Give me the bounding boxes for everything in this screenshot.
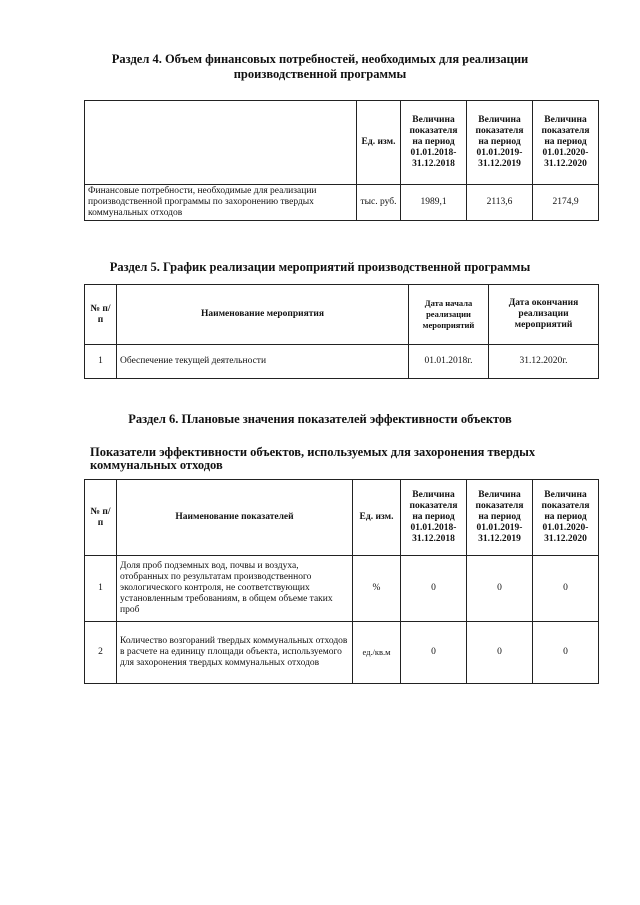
section4-row-value3: 2174,9 [533,185,599,221]
section5-row-num: 1 [85,345,117,379]
section6-header-num: № п/п [85,480,117,556]
section5-table [84,284,599,379]
section4-row-unit: тыс. руб. [357,185,401,221]
table-row [85,556,599,622]
section4-title [0,52,640,82]
section5-header-num: № п/п [85,285,117,345]
section6-row2-name: Количество возгораний твердых коммунальных отходов в расчете на единицу площади объекта, используемого для захоронения твердых коммунальных отходов [117,622,353,684]
section5-title: Раздел 5. График реализации мероприятий производственной программы [109,260,531,274]
section6-row2-num: 2 [85,622,117,684]
section4-header-period1: Величина показателя на период 01.01.2018-31.12.2018 [401,101,467,185]
section6-header-period2: Величина показателя на период 01.01.2019-31.12.2019 [467,480,533,556]
section6-row1-value2: 0 [467,556,533,622]
section4-header-unit: Ед. изм. [357,101,401,185]
table-row [85,345,599,379]
section5-header-end: Дата окончания реализации мероприятий [489,285,599,345]
section4-header-period3: Величина показателя на период 01.01.2020-31.12.2020 [533,101,599,185]
section4-row-value1: 1989,1 [401,185,467,221]
section6-header-period3: Величина показателя на период 01.01.2020-31.12.2020 [533,480,599,556]
section5-row-start: 01.01.2018г. [409,345,489,379]
section4-row-value2: 2113,6 [467,185,533,221]
section6-row1-unit: % [353,556,401,622]
section6-row2-unit: ед./кв.м [353,622,401,684]
section6-row1-num: 1 [85,556,117,622]
section6-subtitle-line2: коммунальных отходов [90,458,223,472]
section4-title-line1: Раздел 4. Объем финансовых потребностей, необходимых для реализации [111,52,529,66]
section6-row1-name: Доля проб подземных вод, почвы и воздуха, отобранных по результатам производственного экологического контроля, не соответствующих установленным требованиям, в общем объеме таких проб [117,556,353,622]
table-row [85,622,599,684]
section6-row2-value1: 0 [401,622,467,684]
table-row [85,185,599,221]
section6-header-name: Наименование показателей [117,480,353,556]
section4-table [84,100,599,221]
section4-row-name: Финансовые потребности, необходимые для реализации производственной программы по захоронению твердых коммунальных отходов [85,185,357,221]
section4-title-line2: производственной программы [233,67,407,81]
section5-header-start: Дата начала реализации мероприятий [409,285,489,345]
section5-row-name: Обеспечение текущей деятельности [117,345,409,379]
section4-header-period2: Величина показателя на период 01.01.2019-31.12.2019 [467,101,533,185]
section6-header-unit: Ед. изм. [353,480,401,556]
section6-row1-value1: 0 [401,556,467,622]
section6-subtitle-line1: Показатели эффективности объектов, используемых для захоронения твердых [90,445,536,459]
section6-row2-value2: 0 [467,622,533,684]
section5-header-name: Наименование мероприятия [117,285,409,345]
section6-subtitle [90,446,590,472]
section6-table [84,479,599,684]
section6-title: Раздел 6. Плановые значения показателей эффективности объектов [128,412,512,426]
section5-row-end: 31.12.2020г. [489,345,599,379]
section6-header-period1: Величина показателя на период 01.01.2018-31.12.2018 [401,480,467,556]
section6-row2-value3: 0 [533,622,599,684]
section6-row1-value3: 0 [533,556,599,622]
section4-header-empty [85,101,357,185]
